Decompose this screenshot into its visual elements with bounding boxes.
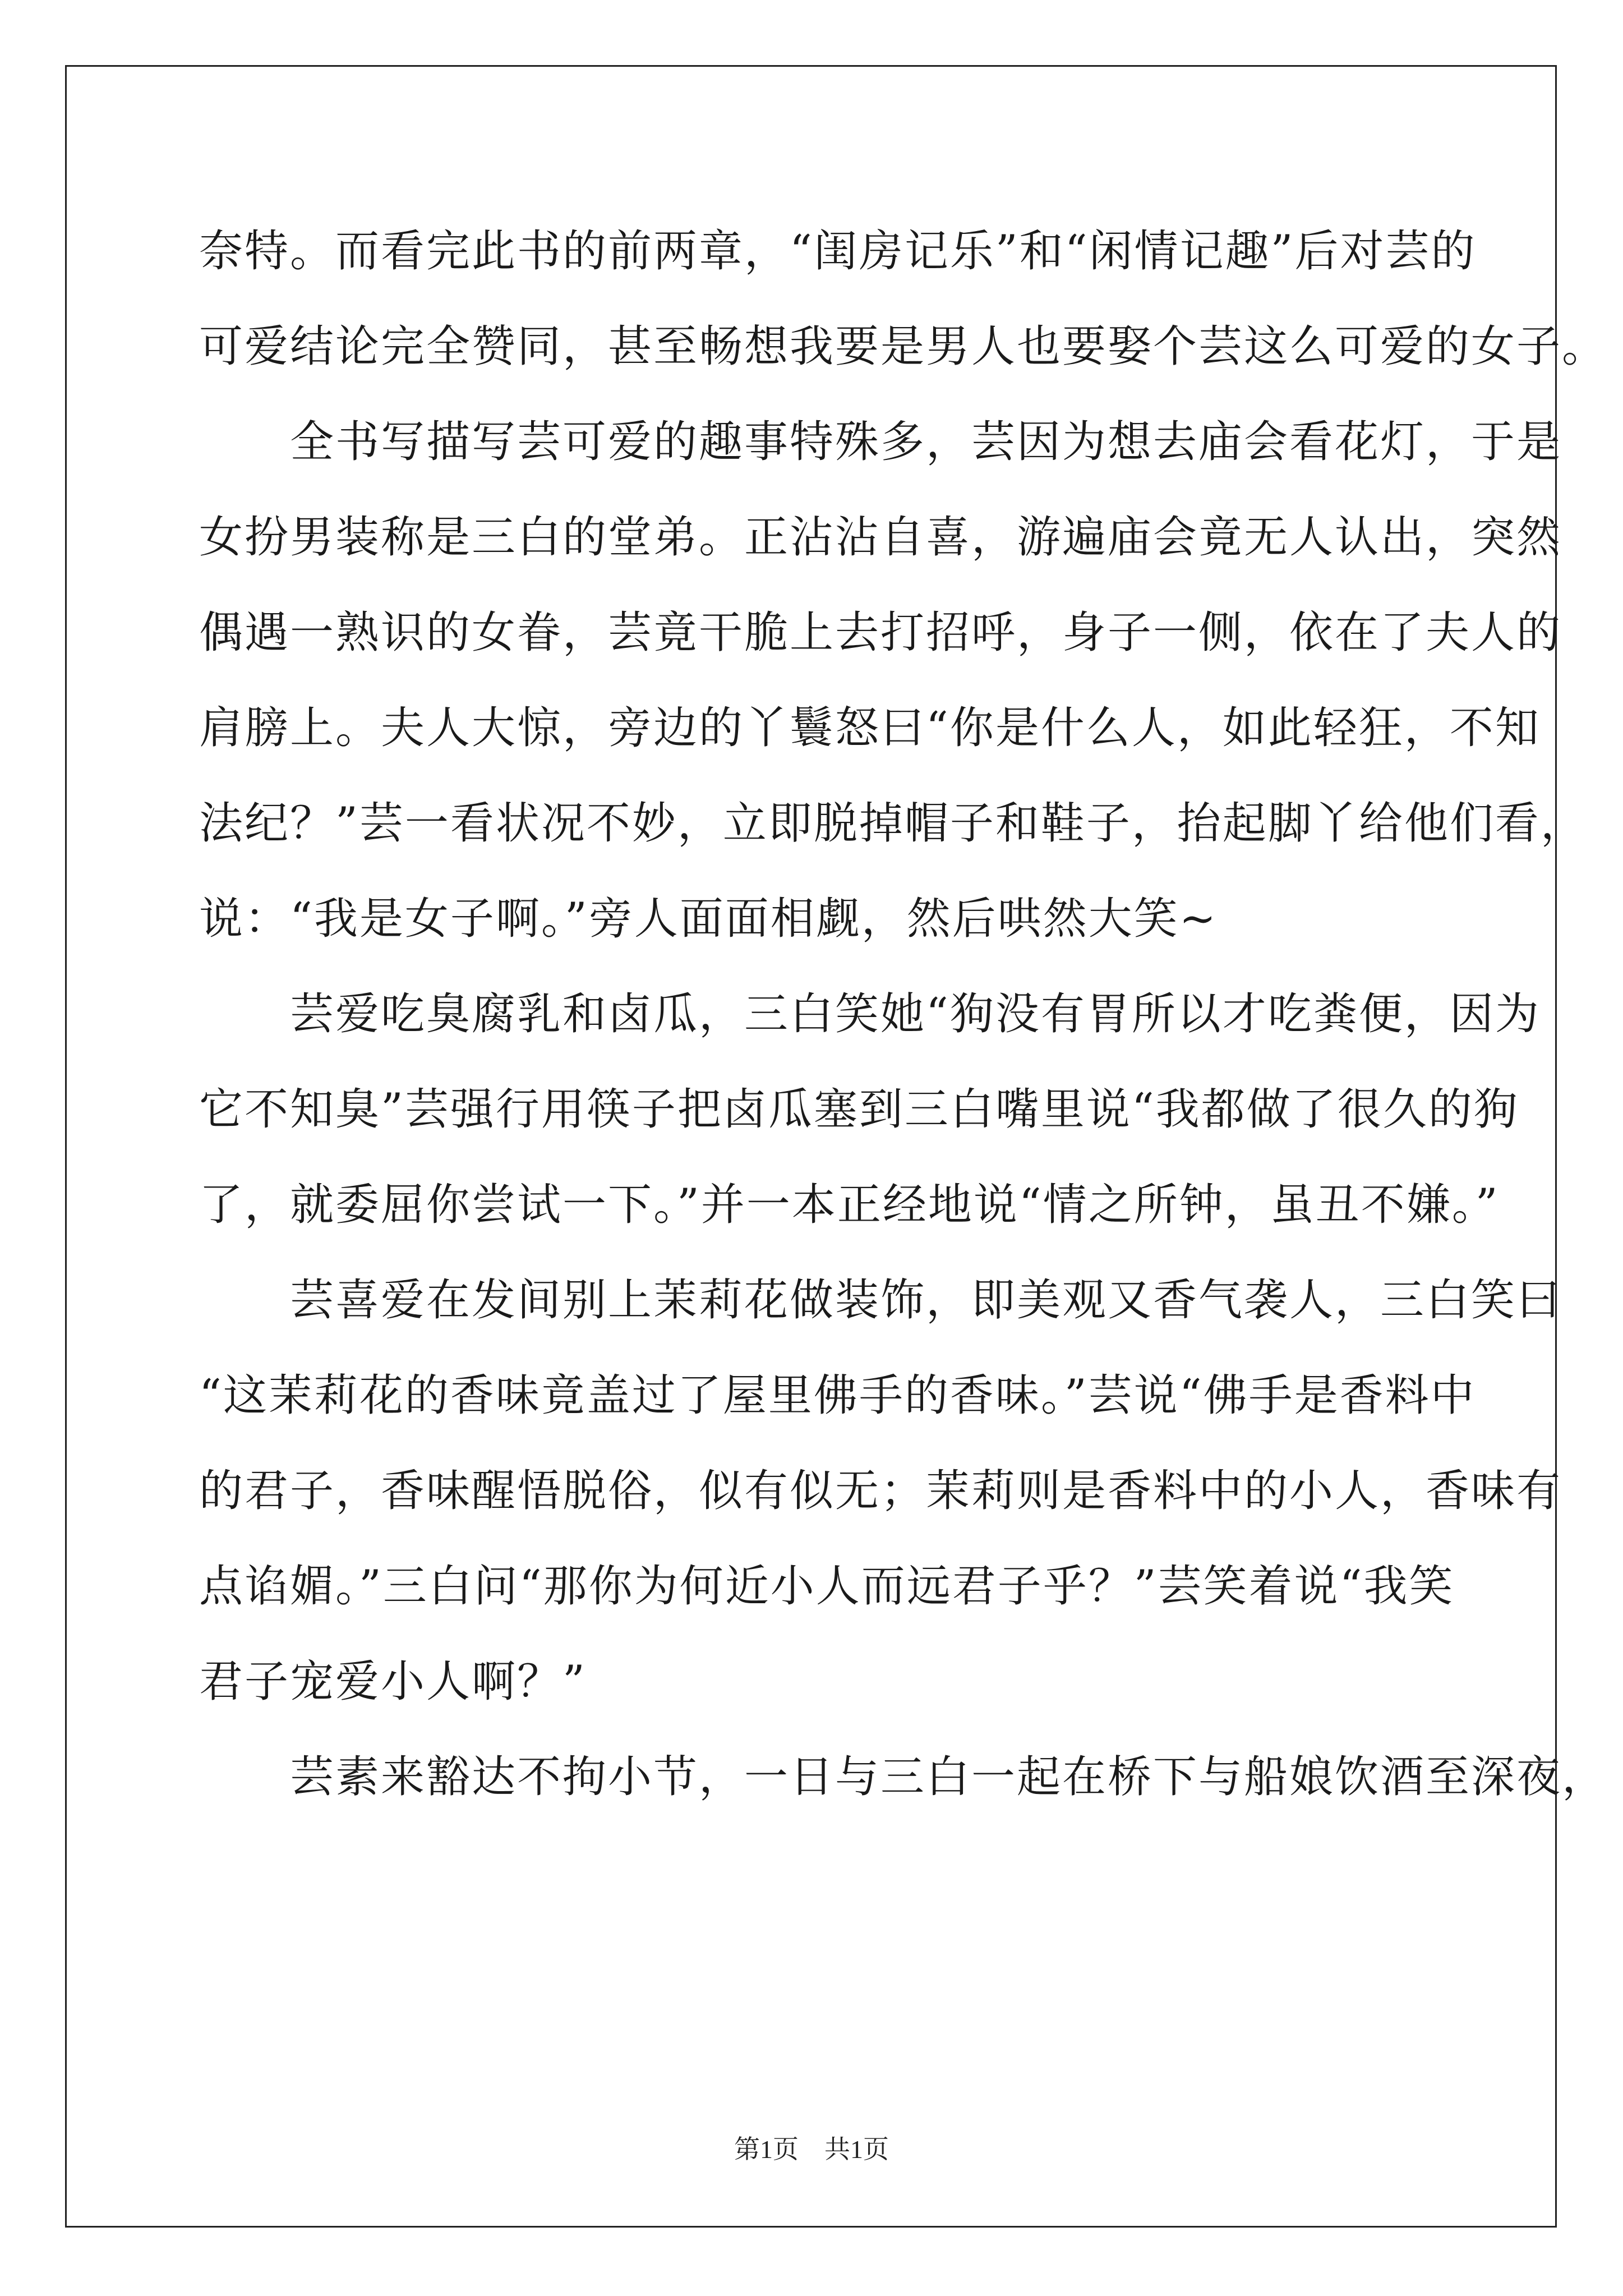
text-line: 法纪？”芸一看状况不妙，立即脱掉帽子和鞋子，抬起脚丫给他们看， <box>199 798 1586 849</box>
text-line: “这茉莉花的香味竟盖过了屋里佛手的香味。”芸说“佛手是香料中 <box>199 1370 1476 1421</box>
text-line: 说：“我是女子啊。”旁人面面相觑，然后哄然大笑~ <box>199 894 1218 944</box>
text-line: 了，就委屈你尝试一下。”并一本正经地说“情之所钟，虽丑不嫌。” <box>199 1180 1500 1230</box>
text-line: 芸素来豁达不拘小节，一日与三白一起在桥下与船娘饮酒至深夜， <box>199 1752 1608 1802</box>
text-line: 肩膀上。夫人大惊，旁边的丫鬟怒曰“你是什么人，如此轻狂，不知 <box>199 703 1541 753</box>
text-line: 芸喜爱在发间别上茉莉花做装饰，即美观又香气袭人，三白笑曰 <box>199 1275 1562 1326</box>
text-line: 的君子，香味醒悟脱俗，似有似无；茉莉则是香料中的小人，香味有 <box>199 1466 1562 1516</box>
text-line: 女扮男装称是三白的堂弟。正沾沾自喜，游遍庙会竟无人认出，突然 <box>199 512 1562 563</box>
page-number-footer: 第1页 共1页 <box>734 2135 889 2164</box>
text-line: 它不知臭”芸强行用筷子把卤瓜塞到三白嘴里说“我都做了很久的狗 <box>199 1084 1519 1135</box>
document-body <box>199 204 1608 1825</box>
text-line: 芸爱吃臭腐乳和卤瓜，三白笑她“狗没有胃所以才吃粪便，因为 <box>199 989 1541 1039</box>
text-line: 可爱结论完全赞同，甚至畅想我要是男人也要娶个芸这么可爱的女子。 <box>199 321 1608 372</box>
text-line: 君子宠爱小人啊？” <box>199 1657 587 1707</box>
text-line: 全书写描写芸可爱的趣事特殊多，芸因为想去庙会看花灯，于是 <box>199 417 1562 467</box>
text-line: 偶遇一熟识的女眷，芸竟干脆上去打招呼，身子一侧，依在了夫人的 <box>199 608 1562 658</box>
text-line: 奈特。而看完此书的前两章，“闺房记乐”和“闲情记趣”后对芸的 <box>199 226 1477 277</box>
text-line: 点谄媚。”三白问“那你为何近小人而远君子乎？”芸笑着说“我笑 <box>199 1561 1455 1612</box>
